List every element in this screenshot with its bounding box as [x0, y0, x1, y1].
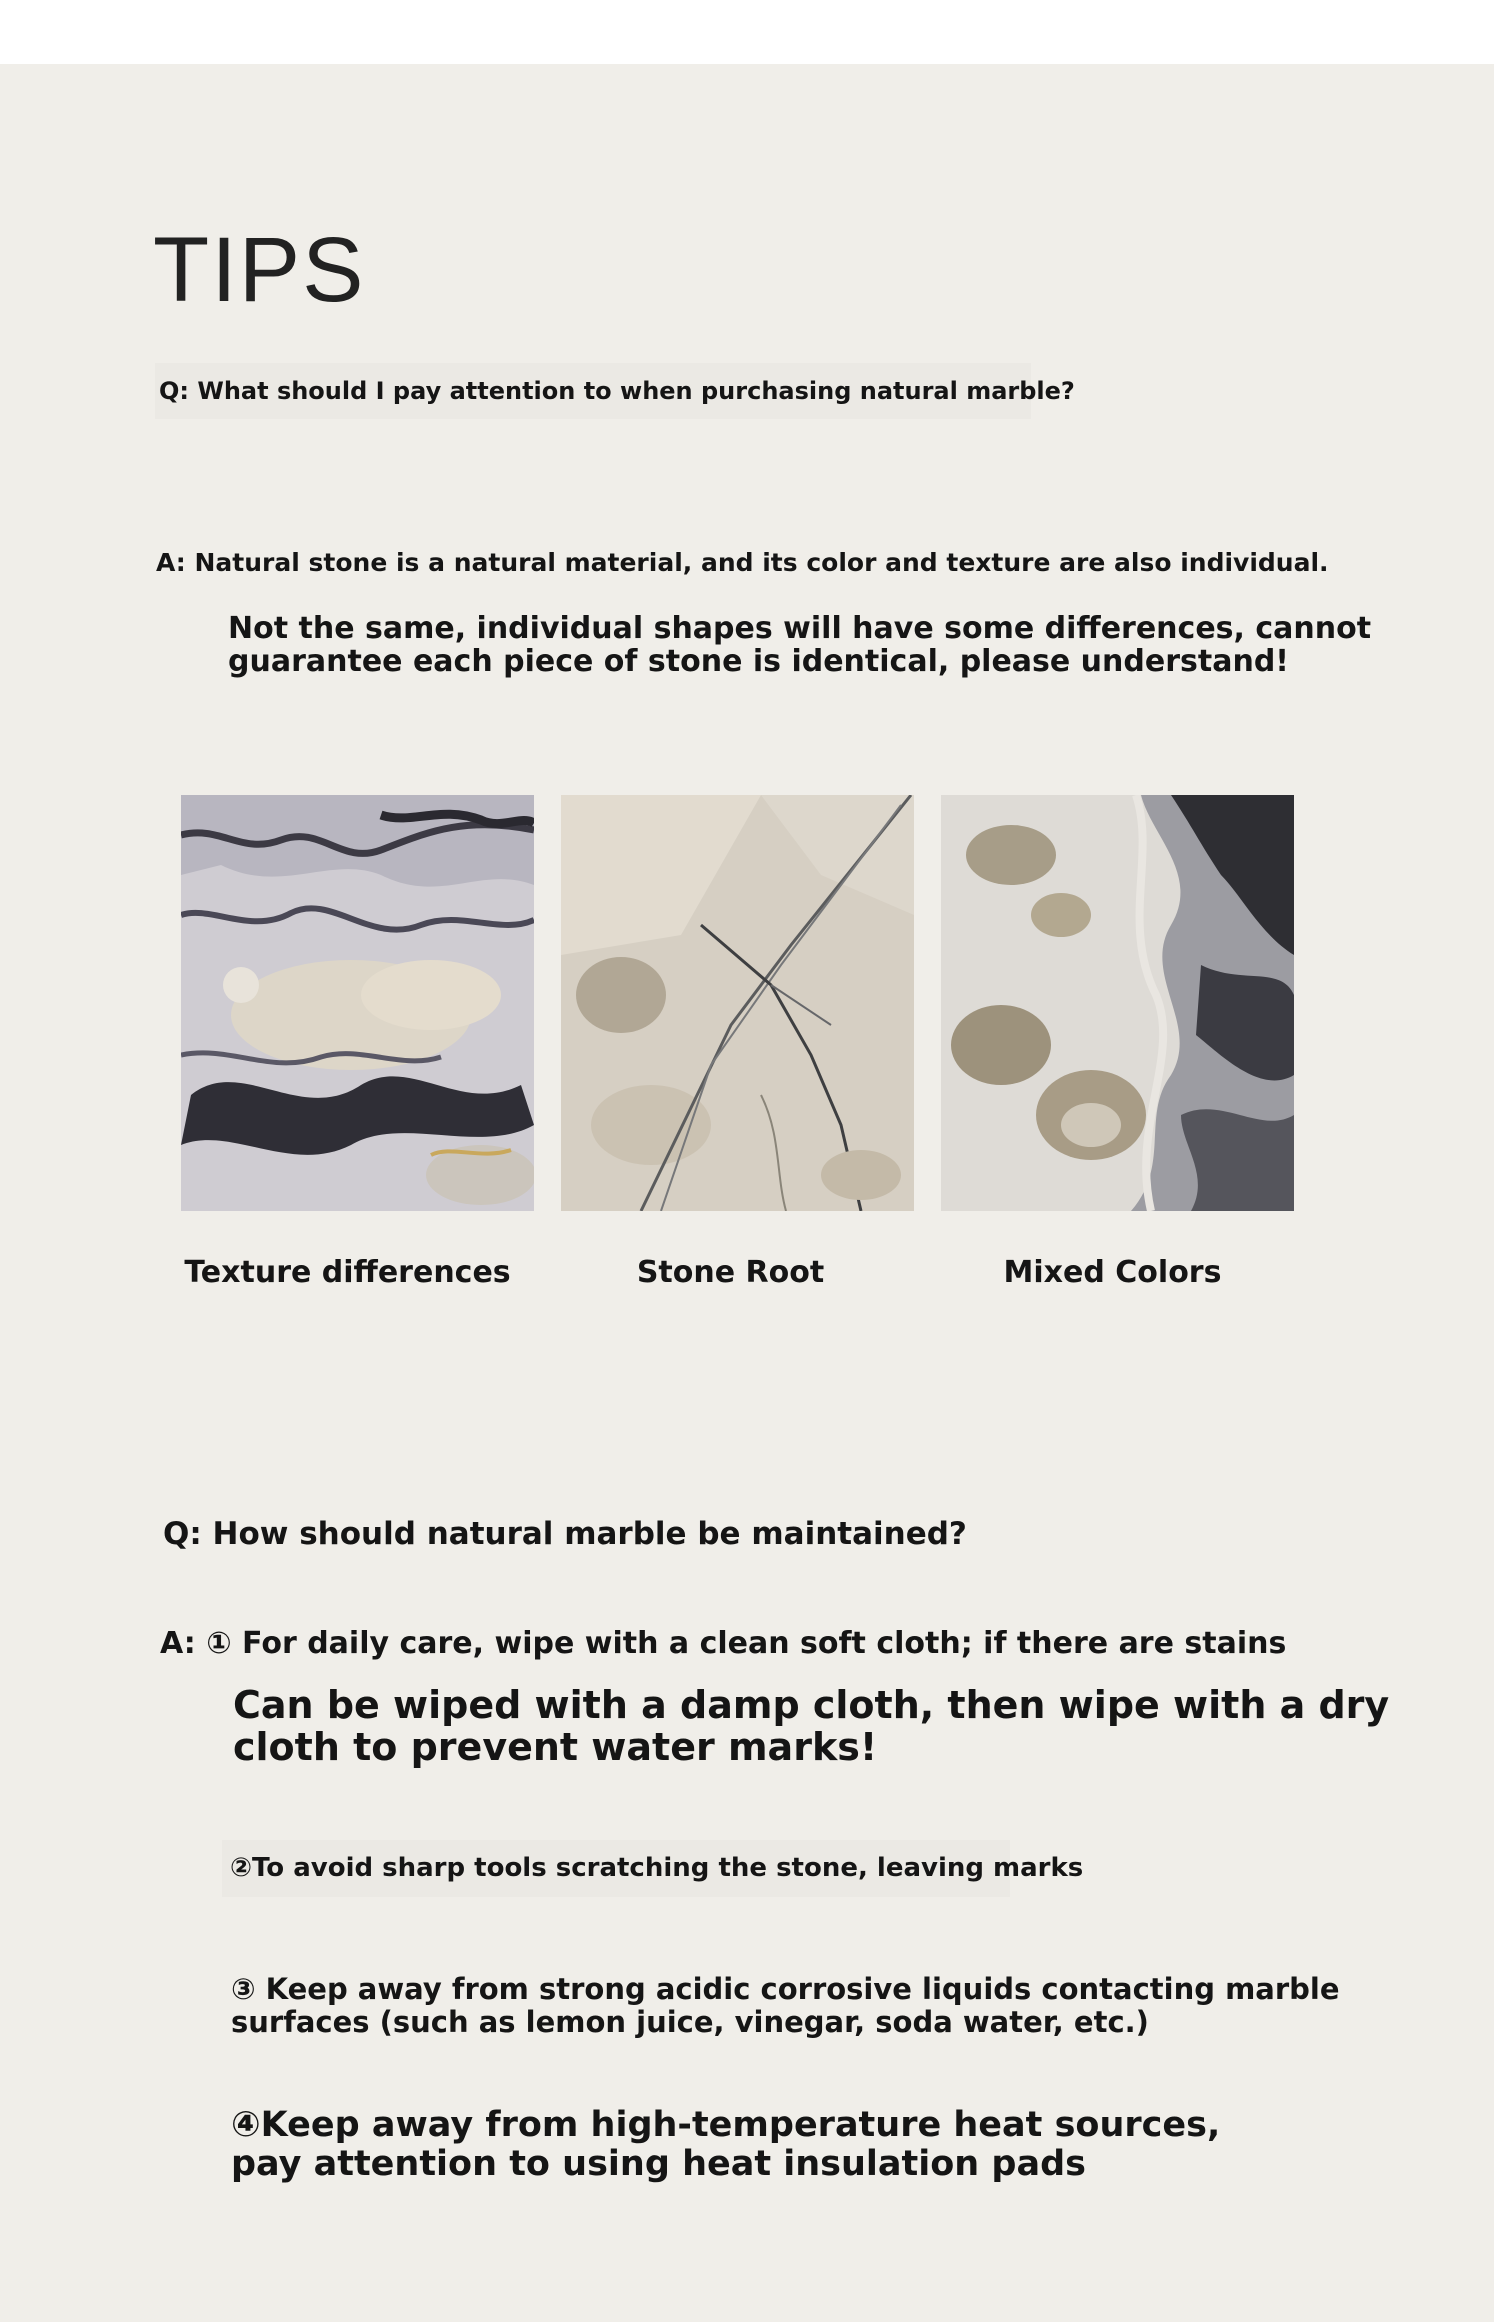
faq2-answer-first: A: ① For daily care, wipe with a clean soft cloth; if there are stains	[160, 1626, 1287, 1661]
care-tip-3	[231, 1973, 1340, 2039]
care-tip-3-line: ③ Keep away from strong acidic corrosive liquids contacting marble	[231, 1972, 1340, 2006]
care-tip-2: ②To avoid sharp tools scratching the stone, leaving marks	[222, 1840, 1010, 1897]
faq1-answer-continued	[228, 612, 1371, 678]
care-tip-4-line: ④Keep away from high-temperature heat sources,	[231, 2105, 1221, 2145]
faq1-answer-line: guarantee each piece of stone is identical, please understand!	[228, 644, 1289, 679]
care-tip-4-line: pay attention to using heat insulation pads	[231, 2144, 1086, 2184]
care-tip-3-line: surfaces (such as lemon juice, vinegar, soda water, etc.)	[231, 2005, 1149, 2039]
marble-stone-root-illustration	[561, 795, 914, 1211]
faq1-question: Q: What should I pay attention to when purchasing natural marble?	[155, 363, 1031, 419]
marble-mixed-colors-image	[941, 795, 1294, 1211]
page-title: TIPS	[153, 219, 366, 321]
faq1-answer-line: Not the same, individual shapes will have some differences, cannot	[228, 611, 1372, 646]
care-tip-4	[231, 2106, 1220, 2184]
marble-texture-illustration	[181, 795, 534, 1211]
example-caption: Mixed Colors	[1003, 1255, 1222, 1290]
faq1-answer-first: A: Natural stone is a natural material, and its color and texture are also individual.	[156, 548, 1329, 577]
faq2-answer-continued	[233, 1684, 1389, 1768]
faq2-answer-line: Can be wiped with a damp cloth, then wipe with a dry	[233, 1683, 1390, 1727]
faq2-answer-line: cloth to prevent water marks!	[233, 1725, 878, 1769]
example-caption: Stone Root	[636, 1255, 825, 1290]
marble-mixed-colors-illustration	[941, 795, 1294, 1211]
marble-stone-root-image	[561, 795, 914, 1211]
faq2-question: Q: How should natural marble be maintained?	[163, 1516, 967, 1552]
marble-texture-image	[181, 795, 534, 1211]
example-caption: Texture differences	[184, 1255, 511, 1290]
